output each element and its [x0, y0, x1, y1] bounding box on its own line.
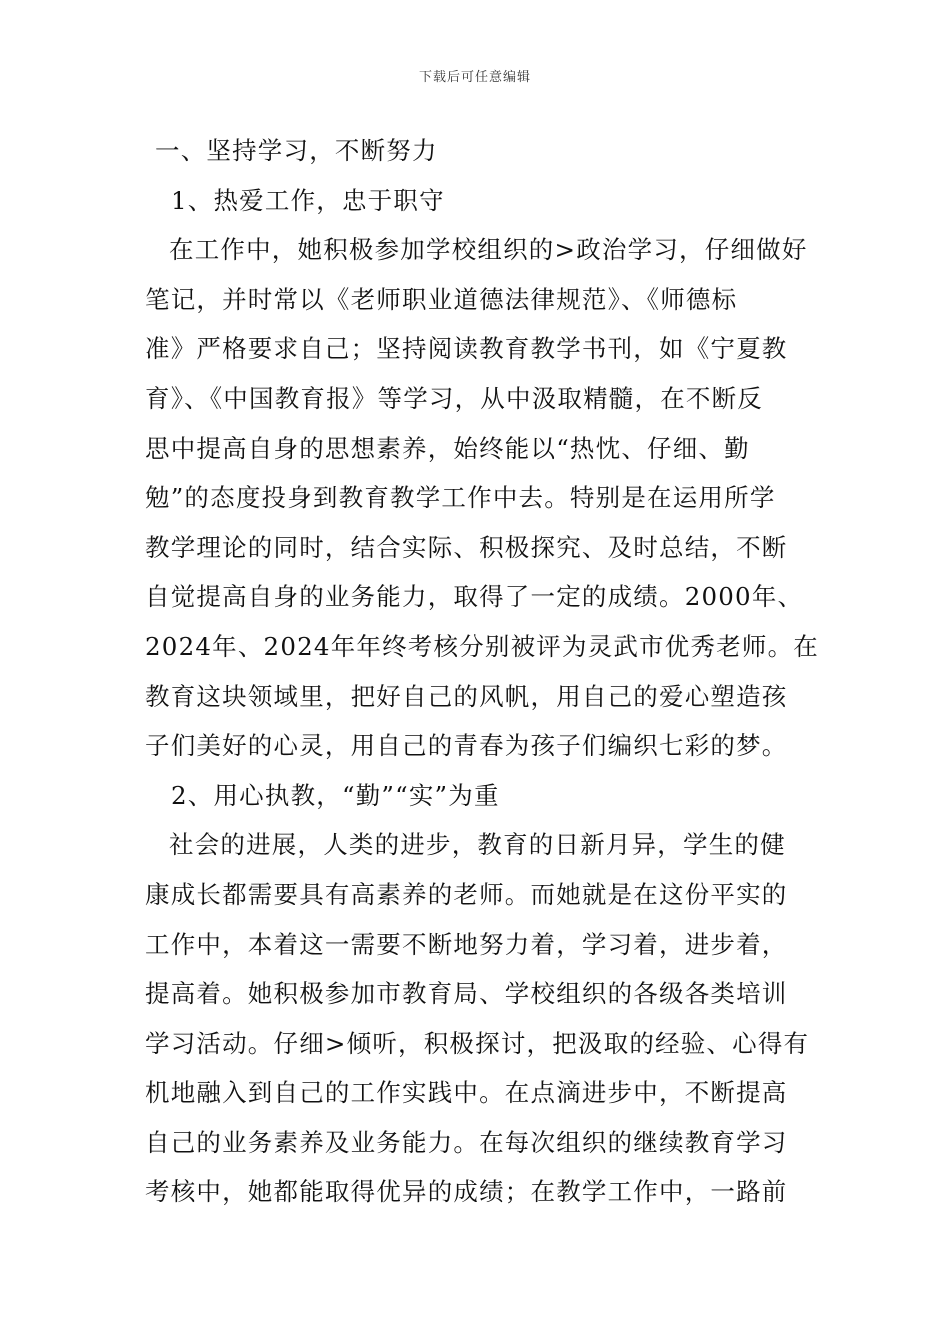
text-line: 子们美好的心灵，用自己的青春为孩子们编织七彩的梦。 [145, 731, 788, 761]
text-line: 康成长都需要具有高素养的老师。而她就是在这份平实的 [145, 879, 788, 909]
text-line: 教育这块领域里，把好自己的风帆，用自己的爱心塑造孩 [145, 681, 788, 711]
text-line: 自觉提高自身的业务能力，取得了一定的成绩。2000年、 [145, 582, 804, 612]
text-line: 勉”的态度投身到教育教学工作中去。特别是在运用所学 [145, 483, 776, 513]
text-line: 思中提高自身的思想素养，始终能以“热忱、仔细、勤 [145, 433, 750, 463]
text-line: 提高着。她积极参加市教育局、学校组织的各级各类培训 [145, 979, 788, 1009]
text-line: 教学理论的同时，结合实际、积极探究、及时总结，不断 [145, 532, 788, 562]
document-body [145, 126, 819, 1217]
text-line: 一、坚持学习，不断努力 [155, 136, 438, 165]
header-note: 下载后可任意编辑 [418, 70, 531, 85]
text-line: 育》、《中国教育报》等学习，从中汲取精髓，在不断反 [145, 383, 763, 413]
text-line: 自己的业务素养及业务能力。在每次组织的继续教育学习 [145, 1127, 788, 1157]
text-line: 在工作中，她积极参加学校组织的>政治学习，仔细做好 [169, 235, 808, 265]
text-line: 社会的进展，人类的进步，教育的日新月异，学生的健 [169, 830, 786, 860]
text-line: 2、用心执教，“勤”“实”为重 [171, 780, 500, 810]
text-line: 考核中，她都能取得优异的成绩；在教学工作中，一路前 [145, 1177, 788, 1207]
text-line: 笔记，并时常以《老师职业道德法律规范》、《师德标 [145, 284, 738, 314]
text-line: 工作中，本着这一需要不断地努力着，学习着，进步着， [145, 929, 788, 959]
text-line: 准》严格要求自己；坚持阅读教育教学书刊，如《宁夏教 [145, 334, 788, 364]
text-line: 1、热爱工作，忠于职守 [171, 185, 445, 215]
text-line: 2024年、2024年年终考核分别被评为灵武市优秀老师。在 [145, 631, 819, 661]
text-line: 学习活动。仔细>倾听，积极探讨，把汲取的经验、心得有 [145, 1028, 810, 1058]
text-line: 机地融入到自己的工作实践中。在点滴进步中，不断提高 [145, 1078, 788, 1108]
